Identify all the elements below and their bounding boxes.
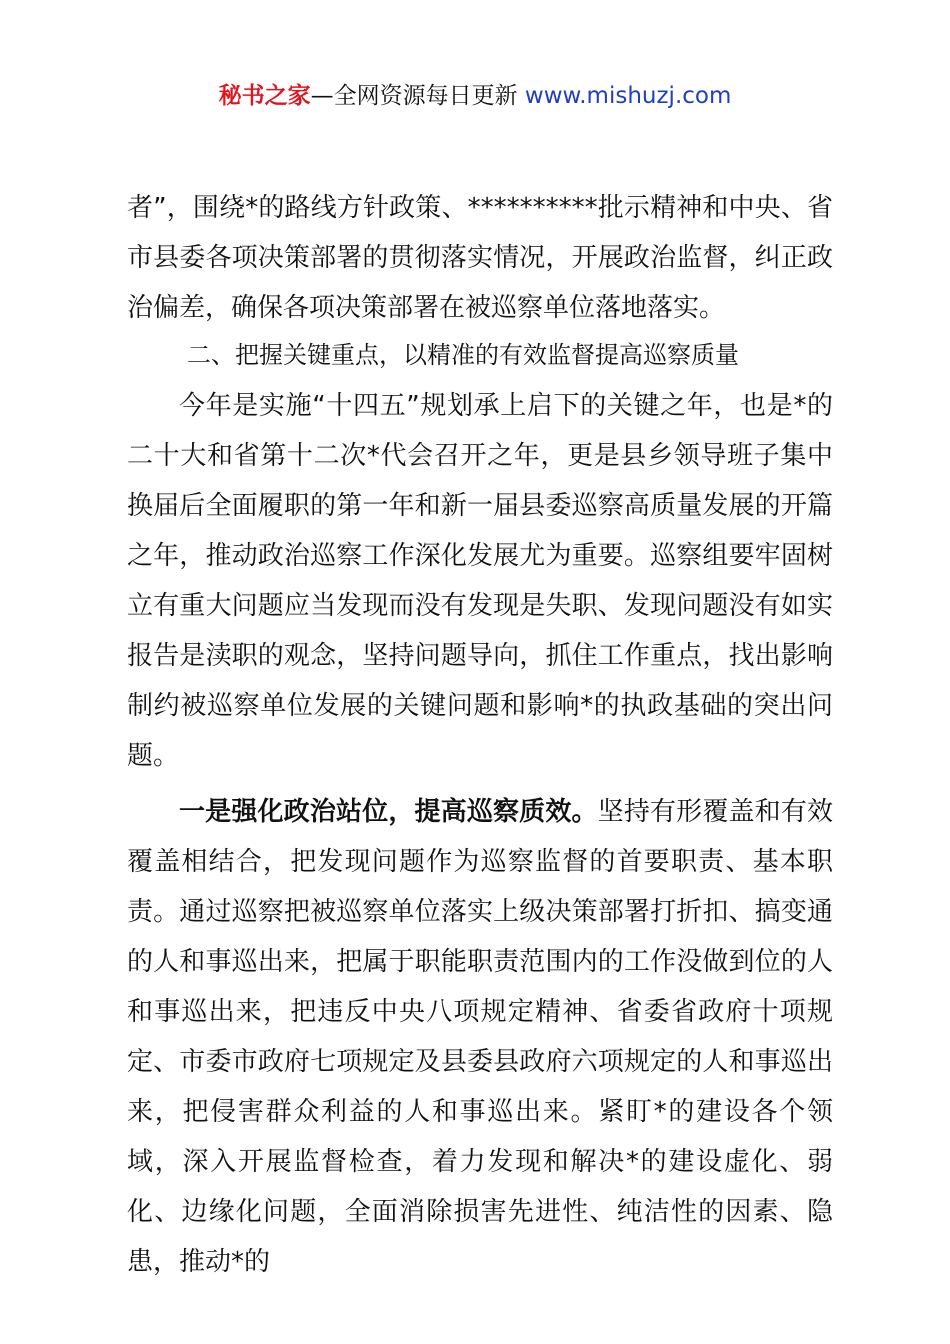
site-brand: 秘书之家 bbox=[218, 83, 311, 109]
paragraph-lead-bold: 一是强化政治站位，提高巡察质效。 bbox=[179, 797, 598, 827]
document-body bbox=[127, 183, 833, 1287]
site-slogan: —全网资源每日更新 bbox=[310, 83, 525, 109]
paragraph-key-year: 今年是实施“十四五”规划承上启下的关键之年，也是*的二十大和省第十二次*代会召开之年，更是县乡领导班子集中换届后全面履职的第一年和新一届县委巡察高质量发展的开篇之年，推动政治巡察工作深化发展尤为重要。巡察组要牢固树立有重大问题应当发现而没有发现是失职、发现问题没有如实报告是渎职的观念，坚持问题导向，抓住工作重点，找出影响制约被巡察单位发展的关键问题和影响*的执政基础的突出问题。 bbox=[127, 391, 833, 771]
paragraph-political-stance bbox=[127, 787, 833, 1287]
site-url-link[interactable]: www.mishuzj.com bbox=[524, 83, 732, 109]
section-heading-2: 二、把握关键重点，以精准的有效监督提高巡察质量 bbox=[187, 341, 739, 369]
paragraph-continuation: 者”，围绕*的路线方针政策、**********批示精神和中央、省市县委各项决策部署的贯彻落实情况，开展政治监督，纠正政治偏差，确保各项决策部署在被巡察单位落地落实。 bbox=[127, 193, 833, 323]
page-header bbox=[0, 80, 950, 112]
paragraph-body-text: 坚持有形覆盖和有效覆盖相结合，把发现问题作为巡察监督的首要职责、基本职责。通过巡察把被巡察单位落实上级决策部署打折扣、搞变通的人和事巡出来，把属于职能职责范围内的工作没做到位的人和事巡出来，把违反中央八项规定精神、省委省政府十项规定、市委市政府七项规定及县委县政府六项规定的人和事巡出来，把侵害群众利益的人和事巡出来。紧盯*的建设各个领域，深入开展监督检查，着力发现和解决*的建设虚化、弱化、边缘化问题，全面消除损害先进性、纯洁性的因素、隐患，推动*的 bbox=[127, 797, 833, 1277]
